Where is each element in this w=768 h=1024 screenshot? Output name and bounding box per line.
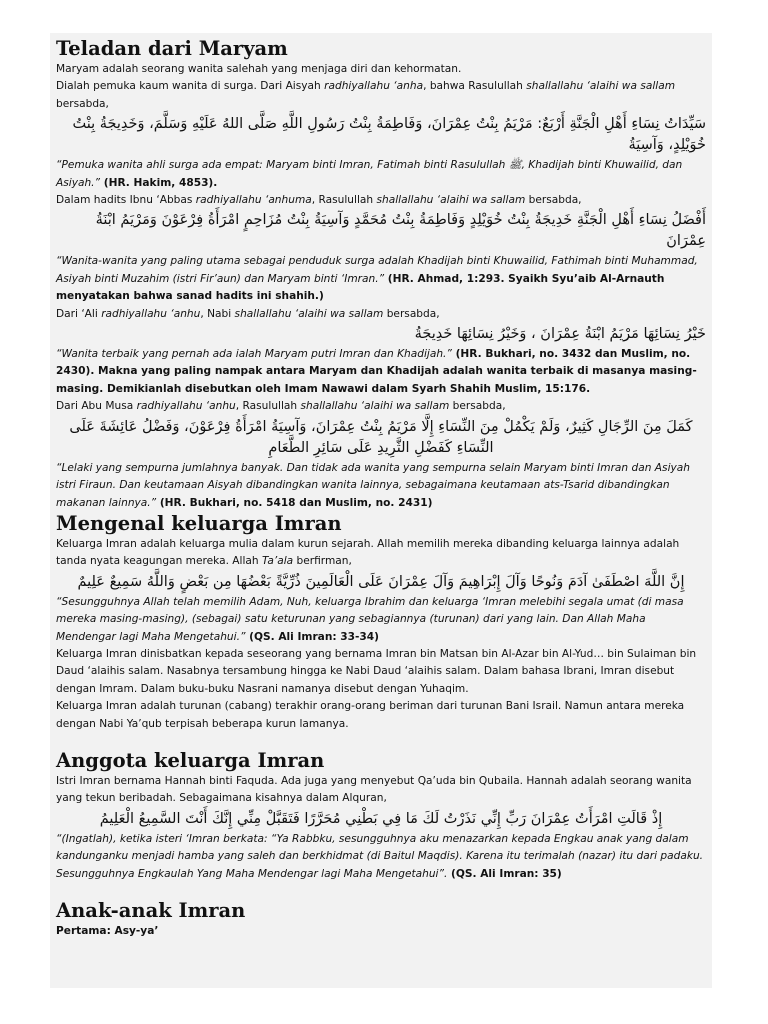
paragraph: Dialah pemuka kaum wanita di surga. Dari Aisyah radhiyallahu ‘anha, bahwa Rasulullah shallallahu ‘alaihi wa sallam bersabda, [56,80,676,110]
paragraph: Pertama: Asy-ya’ [56,925,159,937]
paragraph: Keluarga Imran dinisbatkan kepada seseorang yang bernama Imran bin Matsan bin Al-Azar bin Al-Yud… bin Sulaiman bin Daud ‘alaihis salam. Nasabnya tersambung hingga ke Nabi Daud ‘alaihis salam. Dalam bahasa Ibrani, Imran disebut dengan Imram. Dalam buku-buku Nasrani namanya disebut dengan Yuhaqim. [56,647,697,695]
translation-quote: “Wanita-wanita yang paling utama sebagai penduduk surga adalah Khadijah binti Khuwailid, Fathimah binti Muhammad, Asiyah binti Muzahim (istri Fir’aun) dan Maryam binti ‘Imran.” (HR. Ahmad, 1:293. Syaikh Syu’aib Al-Arnauth menyatakan bahwa sanad hadits ini shahih.) [56,255,698,303]
arabic-hadith: سَيِّدَاتُ نِسَاءِ أَهْلِ الْجَنَّةِ أَرْبَعٌ: مَرْيَمُ بِنْتُ عِمْرَانَ، وَفَاطِمَةُ بِنْتُ رَسُولِ اللَّهِ صَلَّى اللهُ عَلَيْهِ وَسَلَّمَ، وَخَدِيجَةُ بِنْتُ خُوَيْلِدٍ، وَآسِيَةُ [72,116,706,154]
section-heading: Anak-anak Imran [56,899,246,922]
arabic-hadith: خَيْرُ نِسَائِهَا مَرْيَمُ ابْنَةُ عِمْرَانَ ، وَخَيْرُ نِسَائِهَا خَدِيجَةُ [414,326,706,343]
paragraph: Keluarga Imran adalah keluarga mulia dalam kurun sejarah. Allah memilih mereka dibanding keluarga lainnya adalah tanda nyata keagungan mereka. Allah Ta’ala berfirman, [56,537,680,568]
arabic-hadith: أَفْضَلُ نِسَاءِ أَهْلِ الْجَنَّةِ خَدِيجَةُ بِنْتُ خُوَيْلِدٍ وَفَاطِمَةُ بِنْتُ مُحَمَّدٍ وَآسِيَةُ بِنْتُ مُزَاحِمٍ امْرَأَةُ فِرْعَوْنَ وَمَرْيَمُ ابْنَةُ عِمْرَانَ [95,212,706,250]
section-heading: Mengenal keluarga Imran [56,511,342,535]
translation-quote: “Pemuka wanita ahli surga ada empat: Maryam binti Imran, Fatimah binti Rasulullah ﷺ, Khadijah binti Khuwailid, dan Asiyah.” (HR. Hakim, 4853). [56,159,683,189]
arabic-verse: إِنَّ اللَّهَ اصْطَفَىٰ آدَمَ وَنُوحًا وَآلَ إِبْرَاهِيمَ وَآلَ عِمْرَانَ عَلَى الْعَالَمِينَ ذُرِّيَّةً بَعْضُهَا مِن بَعْضٍ وَاللَّهُ سَمِيعٌ عَلِيمٌ [77,573,685,590]
paragraph: Dari Abu Musa radhiyallahu ‘anhu, Rasulullah shallallahu ‘alaihi wa sallam bersabda, [56,400,506,413]
section-heading: Teladan dari Maryam [56,37,288,60]
translation-quote: “Lelaki yang sempurna jumlahnya banyak. Dan tidak ada wanita yang sempurna selain Maryam binti Imran dan Asiyah istri Firaun. Dan keutamaan Aisyah dibandingkan wanita lainnya, sebagaimana keutamaan ats-Tsarid dibandingkan makanan lainnya.” (HR. Bukhari, no. 5418 dan Muslim, no. 2431) [56,461,690,509]
paragraph: Istri Imran bernama Hannah binti Faquda. Ada juga yang menyebut Qa’uda bin Qubaila. Hannah adalah seorang wanita yang tekun beribadah. Sebagaimana kisahnya dalam Alquran, [56,774,692,805]
paragraph: Maryam adalah seorang wanita salehah yang menjaga diri dan kehormatan. [56,63,462,75]
arabic-verse: إِذْ قَالَتِ امْرَأَتُ عِمْرَانَ رَبِّ إِنِّي نَذَرْتُ لَكَ مَا فِي بَطْنِي مُحَرَّرًا فَتَقَبَّلْ مِنِّي إِنَّكَ أَنْتَ السَّمِيعُ الْعَلِيمُ [99,810,663,827]
section-heading: Anggota keluarga Imran [56,748,325,772]
article-body [50,37,712,940]
translation-quote: “(Ingatlah), ketika isteri ‘Imran berkata: “Ya Rabbku, sesungguhnya aku menazarkan kepada Engkau anak yang dalam kandunganku menjadi hamba yang saleh dan berkhidmat (di Baitul Maqdis). Karena itu terimalah (nazar) itu dari padaku. Sesungguhnya Engkaulah Yang Maha Mendengar lagi Maha Mengetahui”. (QS. Ali Imran: 35) [56,832,704,880]
translation-quote: “Wanita terbaik yang pernah ada ialah Maryam putri Imran dan Khadijah.” (HR. Bukhari, no. 3432 dan Muslim, no. 2430). Makna yang paling nampak antara Maryam dan Khadijah adalah wanita terbaik di masanya masing-masing. Demikianlah disebutkan oleh Imam Nawawi dalam Syarh Shahih Muslim, 15:176. [56,348,697,395]
paragraph: Dalam hadits Ibnu ‘Abbas radhiyallahu ‘anhuma, Rasulullah shallallahu ‘alaihi wa sallam bersabda, [56,194,582,207]
paragraph: Keluarga Imran adalah turunan (cabang) terakhir orang-orang beriman dari turunan Bani Israil. Namun antara mereka dengan Nabi Ya’qub terpisah beberapa kurun lamanya. [56,700,685,730]
paragraph: Dari ‘Ali radhiyallahu ‘anhu, Nabi shallallahu ‘alaihi wa sallam bersabda, [56,307,440,320]
article-page [50,33,712,988]
translation-quote: “Sesungguhnya Allah telah memilih Adam, Nuh, keluarga Ibrahim dan keluarga ‘Imran melebihi segala umat (di masa mereka masing-masing), (sebagai) satu keturunan yang sebagiannya (turunan) dari yang lain. Dan Allah Maha Mendengar lagi Maha Mengetahui.” (QS. Ali Imran: 33-34) [56,595,684,643]
arabic-hadith: كَمَلَ مِنَ الرِّجَالِ كَثِيرٌ، وَلَمْ يَكْمُلْ مِنَ النِّسَاءِ إِلَّا مَرْيَمُ بِنْتُ عِمْرَانَ، وَآسِيَةُ امْرَأَةُ فِرْعَوْنَ، وَفَضْلُ عَائِشَةَ عَلَى النِّسَاءِ كَفَضْلِ الثَّرِيدِ عَلَى سَائِرِ الطَّعَامِ [69,418,693,456]
